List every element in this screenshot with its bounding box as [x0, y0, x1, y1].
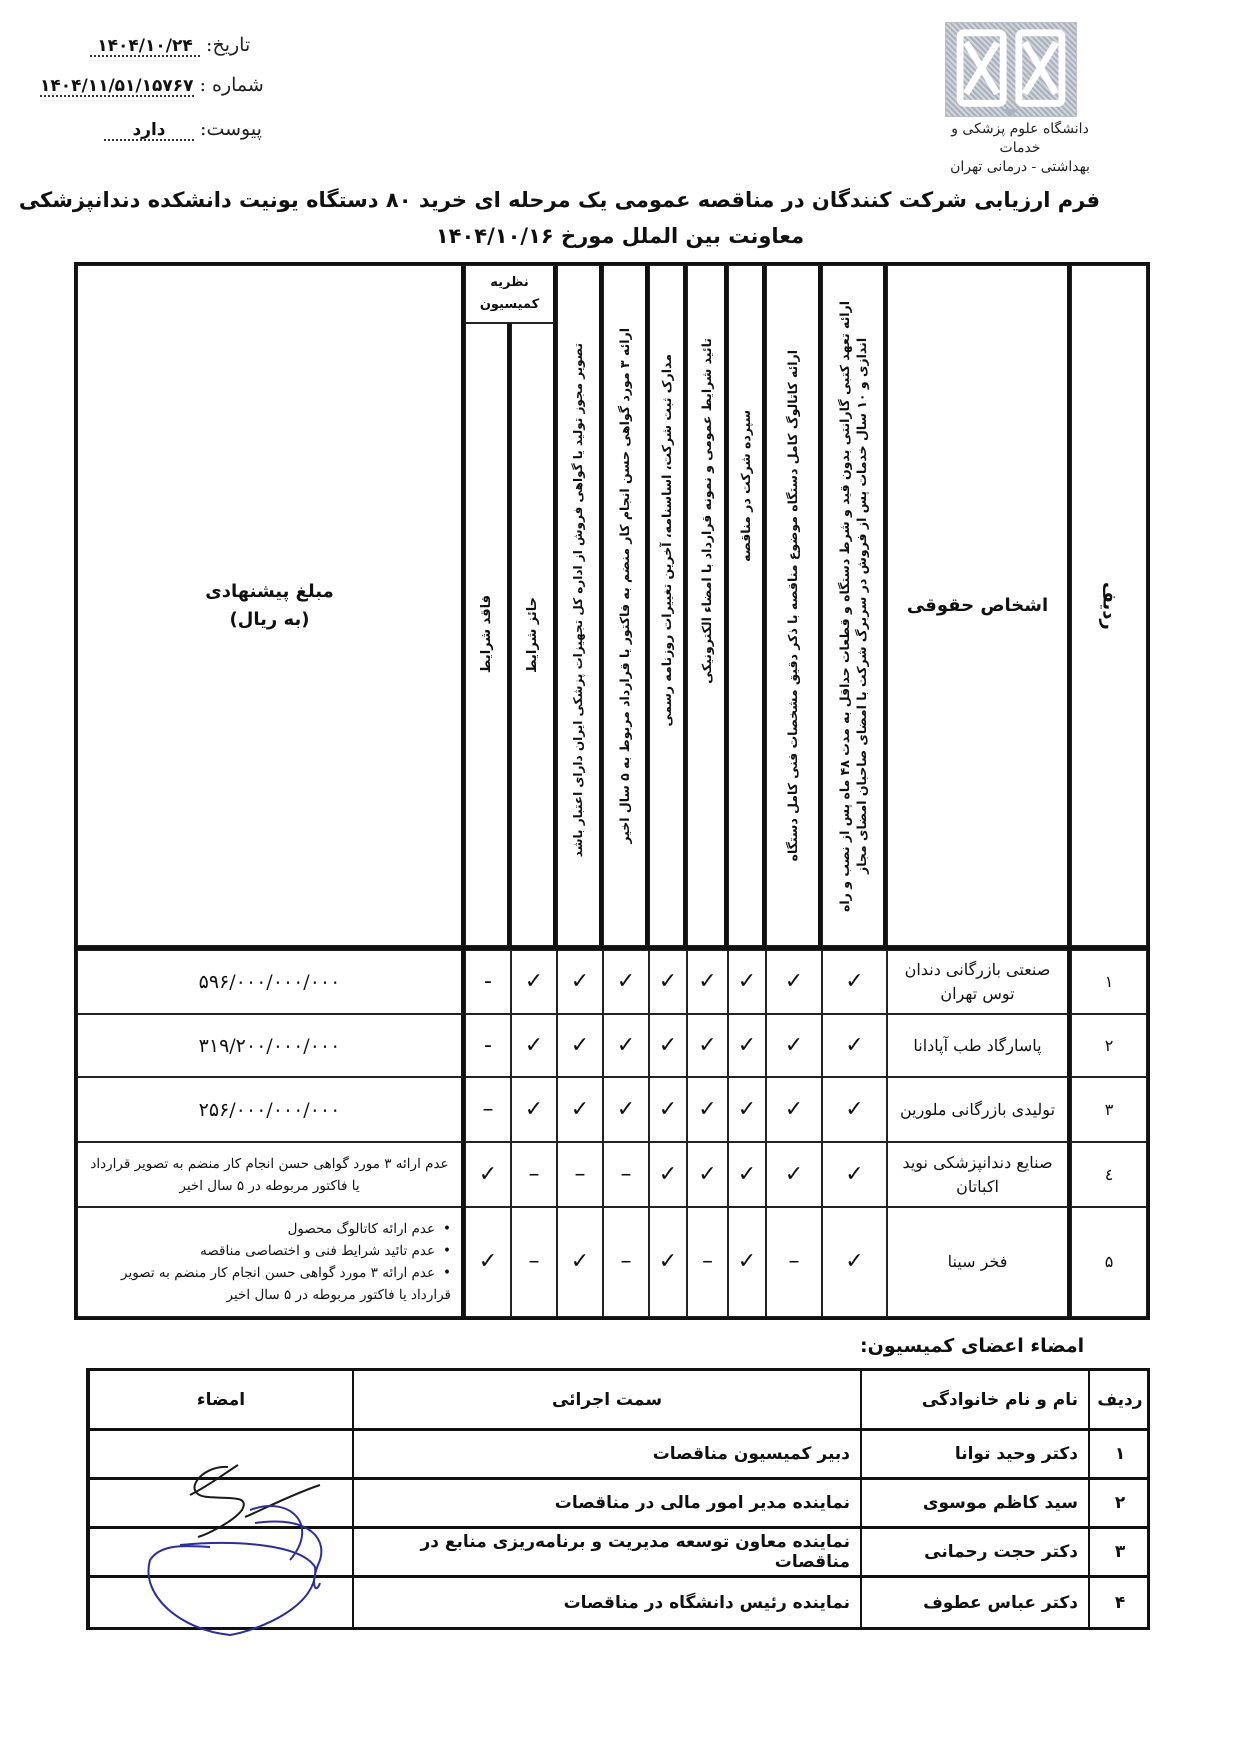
header-criterion-certificates: [603, 265, 649, 946]
header-criterion-deposit: [728, 265, 766, 946]
criterion-mark: [649, 1207, 687, 1317]
criterion-mark: [822, 1142, 887, 1207]
criterion-mark: [687, 1014, 728, 1077]
qualified-mark-value: ✓: [524, 1096, 544, 1122]
amount-cell: [77, 1142, 465, 1207]
amount-header-line1: مبلغ پیشنهادی: [205, 580, 334, 602]
proposed-amount: ۵۹۶/۰۰۰/۰۰۰/۰۰۰: [198, 971, 341, 993]
criterion-mark: [603, 1207, 649, 1317]
criterion-mark-value: ✓: [616, 969, 636, 994]
form-title-line2: معاونت بین الملل مورخ ۱۴۰۴/۱۰/۱۶: [435, 224, 805, 248]
amount-cell: [77, 1207, 465, 1317]
university-name-line2: بهداشتی - درمانی تهران: [950, 159, 1090, 175]
member-signatures: [120, 1455, 350, 1645]
date-label: تاریخ:: [206, 34, 251, 56]
criterion-mark-value: ✓: [845, 969, 864, 994]
criterion-mark-value: ✓: [737, 1032, 757, 1058]
rejection-note: • عدم تائید شرایط فنی و اختصاصی مناقصه: [88, 1240, 451, 1262]
criterion-mark: [557, 1077, 603, 1142]
university-name: [930, 120, 1110, 177]
attachment-label: پیوست:: [200, 118, 262, 140]
header-company: [887, 265, 1071, 946]
date-value: ۱۴۰۴/۱۰/۲۴: [90, 37, 200, 57]
criterion-mark: [687, 1077, 728, 1142]
qualified-label: حائز شرایط: [525, 596, 540, 673]
university-name-line1: دانشگاه علوم پزشکی و خدمات: [951, 121, 1089, 156]
header-qualified: [511, 323, 557, 946]
qualified-mark: [511, 1014, 557, 1077]
commission-opinion-label: نظریه کمیسیون: [479, 275, 540, 312]
criterion-mark: [687, 1207, 728, 1317]
criterion-mark-value: ✓: [784, 1032, 804, 1058]
member-role: نماینده مدیر امور مالی در مناقصات: [352, 1480, 860, 1529]
criterion-mark-value: ✓: [698, 1096, 717, 1122]
criterion-mark-value: ✓: [570, 1032, 590, 1058]
criterion-mark: [728, 1142, 766, 1207]
proposed-amount: ۳۱۹/۲۰۰/۰۰۰/۰۰۰: [198, 1034, 341, 1057]
criterion-mark: [822, 1207, 887, 1317]
header-criterion-warranty: [822, 265, 887, 946]
header-criterion-general-terms: [687, 265, 728, 946]
commission-header-signature: امضاء: [90, 1371, 352, 1431]
row-number-value: ۳: [1104, 1099, 1114, 1119]
commission-header-role: سمت اجرائی: [352, 1371, 860, 1431]
number-value: ۱۴۰۴/۱۱/۵۱/۱۵۷۶۷: [40, 76, 194, 96]
member-row-number: ۳: [1088, 1529, 1150, 1578]
qualified-mark-value: ✓: [524, 1032, 544, 1058]
not-qualified-mark: [465, 950, 511, 1014]
qualified-mark-value: ✓: [524, 969, 544, 994]
criterion-mark-value: ✓: [570, 1249, 590, 1274]
member-name: سید کاظم موسوی: [860, 1480, 1088, 1529]
company-name-value: پاسارگاد طب آپادانا: [913, 1035, 1042, 1055]
criterion-mark-value: –: [788, 1249, 800, 1274]
rejection-notes: [78, 1218, 461, 1306]
header-criterion-catalog: [766, 265, 822, 946]
company-name-value: صنایع دندانپزشکی نوید اکباتان: [902, 1152, 1053, 1196]
criterion-mark-value: ✓: [658, 1096, 678, 1122]
criterion-mark-value: ✓: [784, 969, 804, 994]
criterion-mark-value: ✓: [698, 1161, 717, 1187]
amount-cell: [77, 1077, 465, 1142]
criterion-mark-value: ✓: [698, 1032, 717, 1058]
date-field: [90, 34, 250, 57]
rejection-note: • عدم ارائه ۳ مورد گواهی حسن انجام کار منضم به تصویر قرارداد یا فاکتور مربوطه در ۵ سال اخیر: [88, 1262, 451, 1306]
criterion-mark: [649, 1077, 687, 1142]
criterion-mark: [649, 1142, 687, 1207]
member-row-number: ۱: [1088, 1431, 1150, 1480]
not-qualified-mark-value: ✓: [478, 1161, 498, 1187]
header-row-no: [1071, 265, 1147, 946]
criterion-mark: [687, 1142, 728, 1207]
not-qualified-mark-value: –: [482, 1096, 494, 1122]
row-number: [1071, 950, 1147, 1014]
criterion-mark: [728, 950, 766, 1014]
amount-cell: [77, 950, 465, 1014]
criterion-mark: [728, 1207, 766, 1317]
row-number: [1071, 1077, 1147, 1142]
criterion-mark: [822, 950, 887, 1014]
criterion-mark: [649, 950, 687, 1014]
not-qualified-mark-value: -: [484, 1032, 492, 1058]
criterion-mark-value: ✓: [616, 1032, 636, 1058]
member-role: نماینده رئیس دانشگاه در مناقصات: [352, 1578, 860, 1627]
criterion-mark-value: ✓: [658, 1249, 678, 1274]
criterion-mark-value: –: [574, 1161, 586, 1187]
criterion-mark: [603, 1077, 649, 1142]
commission-header-name: نام و نام خانوادگی: [860, 1371, 1088, 1431]
row-number-value: ٤: [1104, 1164, 1114, 1184]
row-number-value: ۲: [1104, 1035, 1114, 1055]
not-qualified-mark: [465, 1207, 511, 1317]
not-qualified-mark: [465, 1014, 511, 1077]
number-field: [40, 74, 264, 97]
criterion-label: سپرده شرکت در مناقصه: [738, 409, 753, 562]
criterion-mark-value: ✓: [698, 969, 717, 994]
not-qualified-label: فاقد شرایط: [479, 595, 494, 674]
criterion-mark-value: ✓: [737, 1249, 757, 1274]
header-company-label: اشخاص حقوقی: [906, 594, 1049, 616]
criterion-mark: [603, 950, 649, 1014]
criterion-mark-value: ✓: [737, 1096, 757, 1122]
criterion-mark: [822, 1077, 887, 1142]
criterion-label: ارائه ۳ مورد گواهی حسن انجام کار منضم به فاکتور یا قرارداد مربوط به ۵ سال اخیر: [617, 327, 632, 844]
criterion-mark: [603, 1014, 649, 1077]
criterion-mark-value: ✓: [737, 969, 757, 994]
header-criterion-license: [557, 265, 603, 946]
criterion-mark: [766, 1014, 822, 1077]
rejection-note: عدم ارائه ۳ مورد گواهی حسن انجام کار منضم به تصویر قرارداد یا فاکتور مربوطه در ۵ سال اخیر: [90, 1155, 449, 1194]
criterion-mark: [728, 1077, 766, 1142]
row-number: [1071, 1142, 1147, 1207]
evaluation-table: [74, 262, 1150, 1320]
member-name: دکتر حجت رحمانی: [860, 1529, 1088, 1578]
member-row-number: ۴: [1088, 1578, 1150, 1627]
criterion-mark-value: ✓: [845, 1032, 864, 1058]
criterion-mark-value: ✓: [784, 1161, 804, 1187]
company-name: [887, 1142, 1071, 1207]
emblem-graphic: [946, 23, 1076, 116]
not-qualified-mark: [465, 1142, 511, 1207]
row-number: [1071, 1207, 1147, 1317]
header-not-qualified: [465, 323, 511, 946]
not-qualified-mark-value: -: [484, 969, 492, 994]
criterion-label: ارائه تعهد کتبی گارانتی بدون قید و شرط دستگاه و قطعات حداقل به مدت ۴۸ ماه پس از نصب و راه اندازی و ۱۰ سال خدمات پس از فروش در سربرگ شرکت با امضای صاحبان امضای مجاز: [837, 299, 869, 912]
university-emblem-icon: [945, 22, 1077, 117]
member-name: دکتر وحید توانا: [860, 1431, 1088, 1480]
qualified-mark-value: –: [528, 1161, 540, 1187]
header-row-no-label: ردیف: [1098, 581, 1120, 630]
amount-cell: [77, 1014, 465, 1077]
company-name: [887, 1207, 1071, 1317]
rejection-note: • عدم ارائه کاتالوگ محصول: [88, 1218, 451, 1240]
member-role: دبیر کمیسیون مناقصات: [352, 1431, 860, 1480]
criterion-mark: [557, 1142, 603, 1207]
criterion-label: مدارک ثبت شرکت، اساسنامه، آخرین تغییرات روزنامه رسمی: [659, 354, 674, 727]
criterion-mark-value: ✓: [845, 1161, 864, 1187]
member-role: نماینده معاون توسعه مدیریت و برنامه‌ریزی منابع در مناقصات: [352, 1529, 860, 1578]
criterion-mark: [557, 950, 603, 1014]
commission-section-title: امضاء اعضای کمیسیون:: [860, 1335, 1085, 1357]
criterion-mark-value: ✓: [784, 1096, 804, 1122]
company-name-value: تولیدی بازرگانی ملورین: [899, 1099, 1056, 1119]
criterion-mark: [557, 1014, 603, 1077]
attachment-value: دارد: [104, 121, 194, 141]
criterion-label: تائید شرایط عمومی و نمونه قرارداد با امضاء الکترونیکی: [698, 337, 714, 684]
criterion-mark: [649, 1014, 687, 1077]
qualified-mark: [511, 1142, 557, 1207]
company-name: [887, 1077, 1071, 1142]
member-name: دکتر عباس عطوف: [860, 1578, 1088, 1627]
criterion-mark-value: ✓: [570, 1096, 590, 1122]
company-name-value: صنعتی بازرگانی دندان توس تهران: [904, 960, 1051, 1003]
number-label: شماره :: [199, 74, 264, 96]
qualified-mark: [511, 1077, 557, 1142]
criterion-mark: [822, 1014, 887, 1077]
row-number: [1071, 1014, 1147, 1077]
criterion-mark: [557, 1207, 603, 1317]
form-title-line1: فرم ارزیابی شرکت کنندگان در مناقصه عمومی یک مرحله ای خرید ۸۰ دستگاه یونیت دانشکده دندانپزشکی: [18, 188, 1100, 212]
commission-header-row-no: ردیف: [1088, 1371, 1150, 1431]
criterion-mark-value: ✓: [737, 1161, 757, 1187]
amount-header-line2: (به ریال): [229, 608, 310, 630]
criterion-mark: [687, 950, 728, 1014]
criterion-mark: [766, 950, 822, 1014]
amount-header: [205, 578, 334, 634]
proposed-amount: ۲۵۶/۰۰۰/۰۰۰/۰۰۰: [198, 1098, 341, 1121]
criterion-mark-value: ✓: [658, 1032, 678, 1058]
criterion-mark-value: ✓: [658, 969, 678, 994]
not-qualified-mark-value: ✓: [478, 1249, 498, 1274]
criterion-mark-value: –: [620, 1161, 632, 1187]
company-name-value: فخر سینا: [947, 1252, 1008, 1271]
criterion-label: ارائه کاتالوگ کامل دستگاه موضوع مناقصه با ذکر دقیق مشخصات فنی کامل دستگاه: [785, 349, 800, 862]
criterion-mark: [766, 1142, 822, 1207]
criterion-mark-value: ✓: [570, 969, 590, 994]
criterion-mark-value: ✓: [658, 1161, 678, 1187]
member-row-number: ۲: [1088, 1480, 1150, 1529]
qualified-mark: [511, 1207, 557, 1317]
criterion-mark-value: ✓: [845, 1096, 864, 1122]
criterion-label: تصویر مجوز تولید یا گواهی فروش از اداره کل تجهیزات پزشکی ایران دارای اعتبار باشد: [571, 343, 585, 858]
row-number-value: ۱: [1104, 972, 1114, 991]
attachment-field: [104, 118, 262, 141]
criterion-mark-value: –: [702, 1249, 713, 1274]
criterion-mark: [603, 1142, 649, 1207]
criterion-mark-value: ✓: [616, 1096, 636, 1122]
criterion-mark: [728, 1014, 766, 1077]
qualified-mark-value: –: [528, 1249, 540, 1274]
criterion-mark: [766, 1207, 822, 1317]
criterion-mark-value: ✓: [845, 1249, 864, 1274]
criterion-mark: [766, 1077, 822, 1142]
header-amount: [77, 265, 465, 946]
header-commission-opinion: [465, 265, 557, 323]
criterion-mark-value: –: [620, 1249, 632, 1274]
company-name: [887, 1014, 1071, 1077]
not-qualified-mark: [465, 1077, 511, 1142]
signature-blue: [148, 1506, 321, 1635]
qualified-mark: [511, 950, 557, 1014]
header-criterion-registration: [649, 265, 687, 946]
company-name: [887, 950, 1071, 1014]
row-number-value: ۵: [1104, 1252, 1114, 1271]
